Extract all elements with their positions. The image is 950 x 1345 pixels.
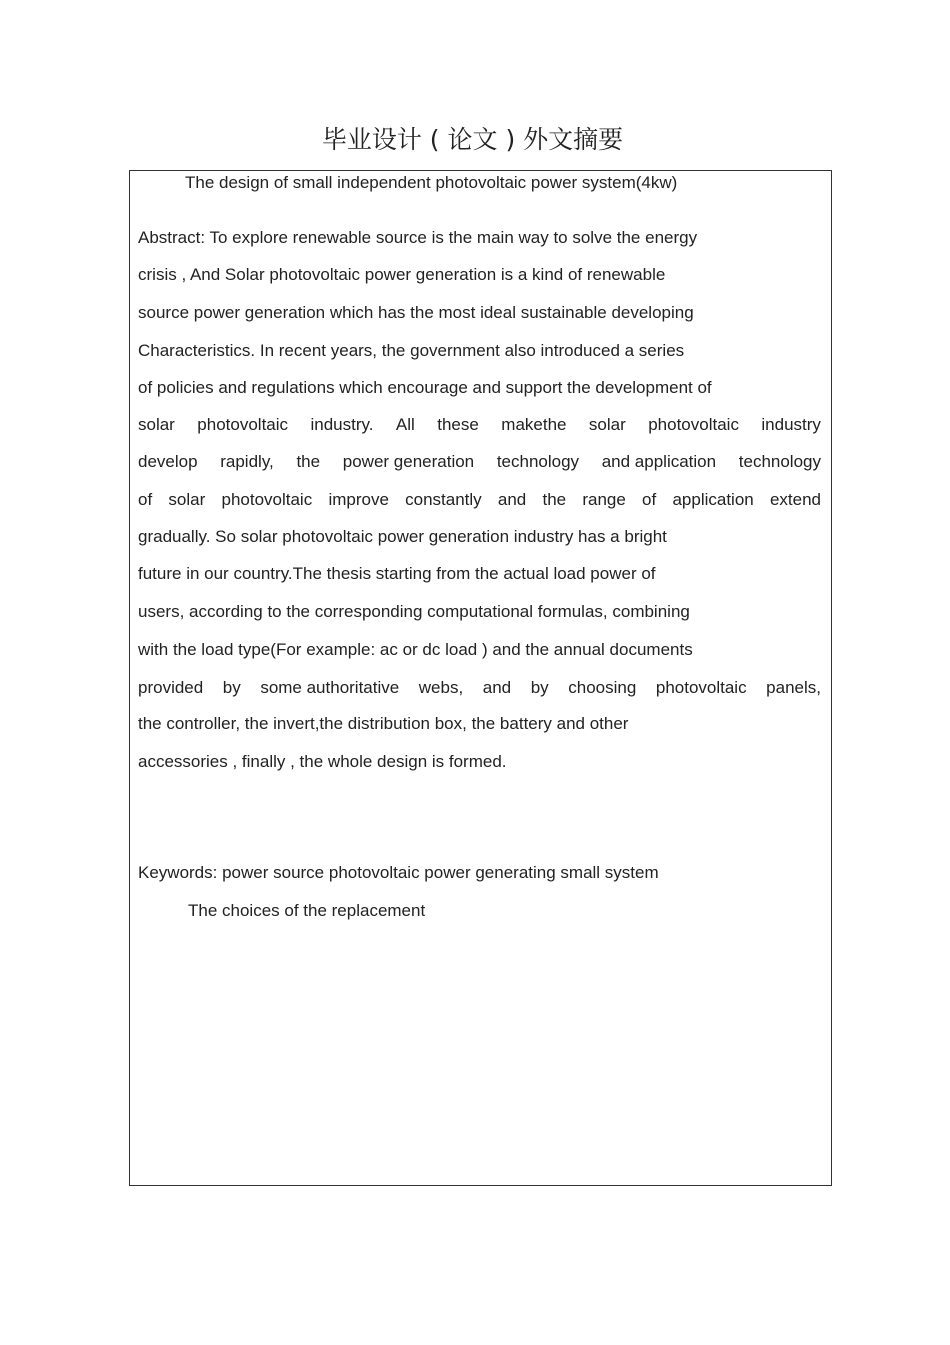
- word: extend: [769, 490, 821, 509]
- word: technology: [738, 452, 821, 471]
- word: rapidly,: [220, 452, 274, 471]
- word: constantly: [405, 490, 482, 509]
- word: photovoltaic: [655, 678, 747, 697]
- abstract-line-8: [138, 488, 821, 512]
- word: makethe: [501, 415, 567, 434]
- abstract-line-10: future in our country.The thesis starting from the actual load power of: [138, 564, 656, 583]
- word: range: [582, 490, 626, 509]
- word: technology: [496, 452, 580, 471]
- word: provided: [138, 678, 204, 697]
- abstract-line-12: with the load type(For example: ac or dc load ) and the annual documents: [138, 640, 693, 659]
- abstract-line-15: accessories , finally , the whole design is formed.: [138, 752, 507, 771]
- abstract-line-7: [138, 450, 821, 474]
- word: photovoltaic: [221, 490, 313, 509]
- abstract-line-11: users, according to the corresponding computational formulas, combining: [138, 602, 690, 621]
- word: solar: [168, 490, 206, 509]
- word: All: [395, 415, 415, 434]
- word: the: [296, 452, 321, 471]
- word: photovoltaic: [197, 415, 289, 434]
- word: the: [542, 490, 567, 509]
- word: and: [497, 490, 527, 509]
- page-title: 毕业设计 ( 论文 ) 外文摘要: [321, 125, 624, 154]
- word: power generation: [342, 452, 475, 471]
- word: these: [437, 415, 479, 434]
- word: industry: [761, 415, 821, 434]
- word: by: [222, 678, 241, 697]
- word: some authoritative: [260, 678, 400, 697]
- word: photovoltaic: [648, 415, 739, 434]
- abstract-line-1: Abstract: To explore renewable source is the main way to solve the energy: [138, 228, 698, 247]
- abstract-box: [129, 170, 832, 1186]
- word: of: [138, 490, 153, 509]
- word: webs,: [418, 678, 464, 697]
- keywords-continuation: The choices of the replacement: [188, 901, 426, 920]
- word: develop: [138, 452, 198, 471]
- word: by: [530, 678, 549, 697]
- word: solar: [588, 415, 626, 434]
- word: of: [642, 490, 657, 509]
- abstract-line-5: of policies and regulations which encourage and support the development of: [138, 378, 712, 397]
- abstract-line-13: [138, 676, 821, 700]
- abstract-line-2: crisis , And Solar photovoltaic power generation is a kind of renewable: [138, 265, 666, 284]
- abstract-line-14: the controller, the invert,the distribution box, the battery and other: [138, 714, 629, 733]
- word: application: [672, 490, 754, 509]
- word: improve: [328, 490, 389, 509]
- abstract-line-4: Characteristics. In recent years, the government also introduced a series: [138, 341, 685, 360]
- abstract-line-9: gradually. So solar photovoltaic power generation industry has a bright: [138, 527, 667, 546]
- keywords-line: Keywords: power source photovoltaic power generating small system: [138, 863, 659, 882]
- paper-title: The design of small independent photovoltaic power system(4kw): [185, 173, 678, 192]
- word: industry.: [310, 415, 374, 434]
- abstract-line-3: source power generation which has the most ideal sustainable developing: [138, 303, 694, 322]
- word: panels,: [766, 678, 821, 697]
- abstract-line-6: [138, 413, 821, 437]
- word: solar: [138, 415, 175, 434]
- word: choosing: [568, 678, 637, 697]
- word: and application: [601, 452, 717, 471]
- word: and: [482, 678, 512, 697]
